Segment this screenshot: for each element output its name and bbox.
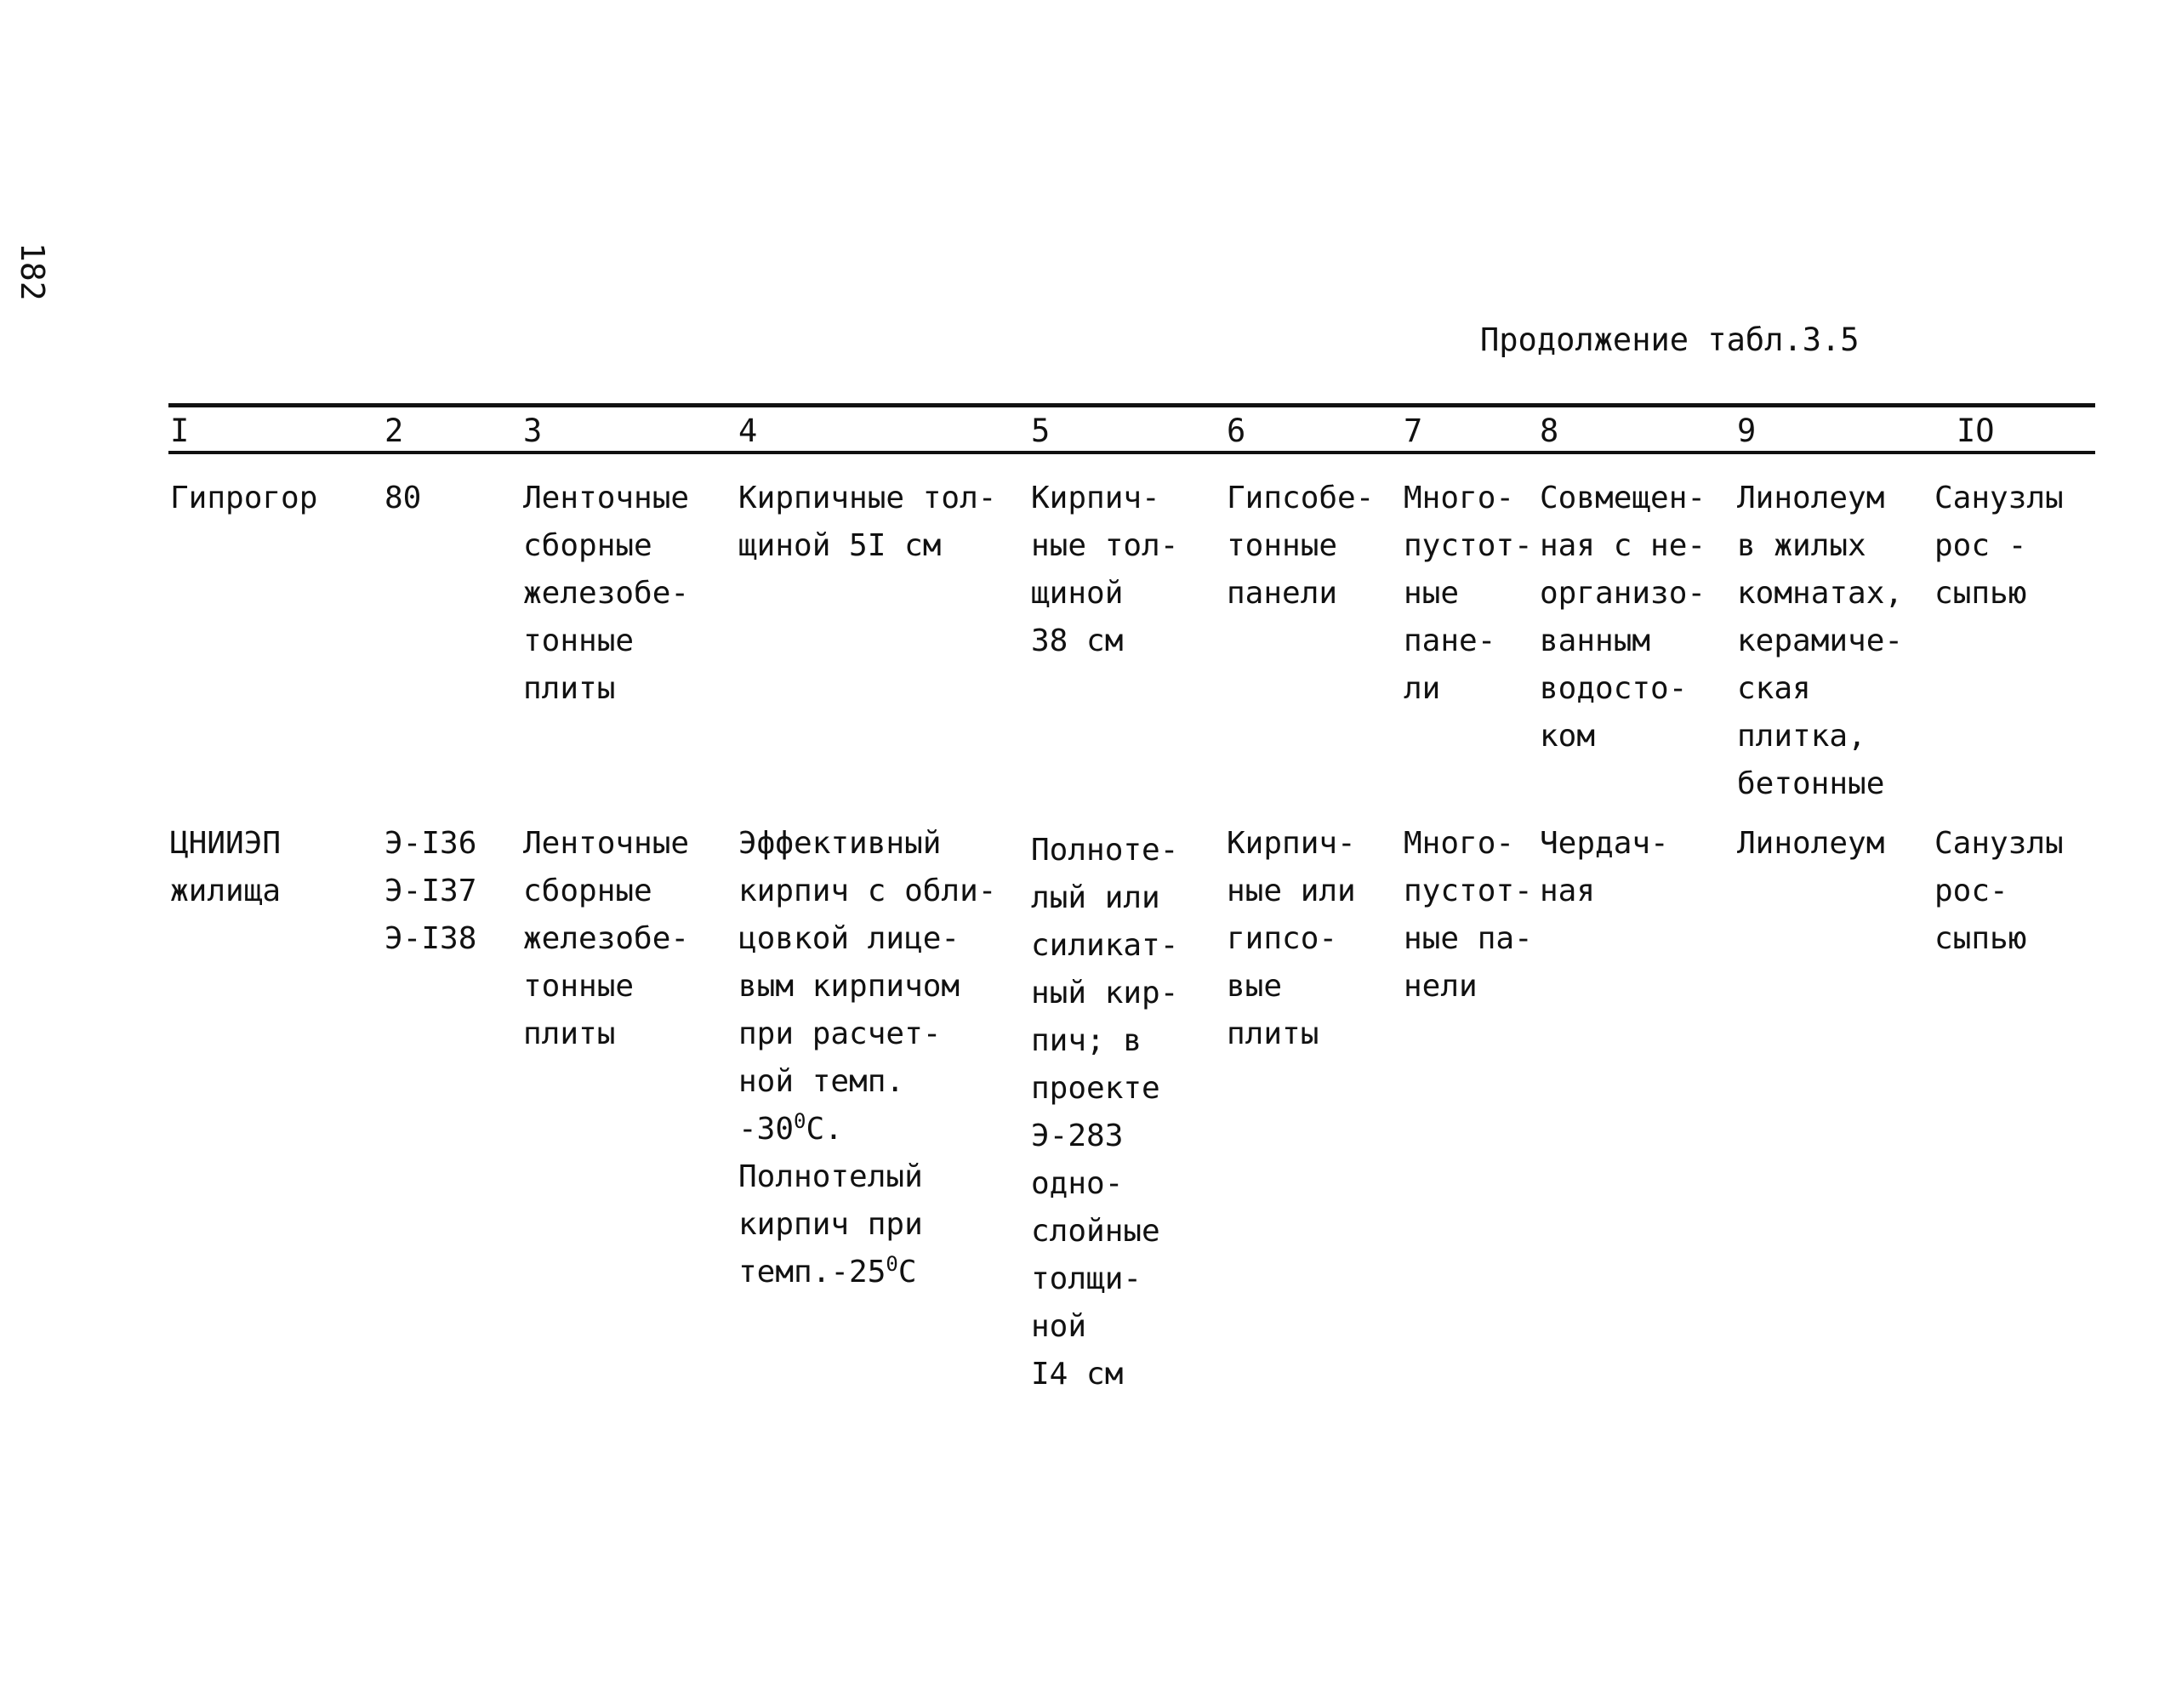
cell-roof: Чердач- ная <box>1540 826 1669 908</box>
table-caption: Продолжение табл.3.5 <box>1480 322 1860 358</box>
column-number-1: I <box>170 413 190 449</box>
column-number-4: 4 <box>738 413 758 449</box>
column-number-2: 2 <box>385 413 404 449</box>
column-number-6: 6 <box>1227 413 1246 449</box>
page-number: 182 <box>14 242 51 301</box>
cell-organization: Гипрогор <box>170 481 318 515</box>
temperature-1 <box>738 1109 843 1147</box>
cell-organization: ЦНИИЭП жилища <box>170 826 282 908</box>
column-number-5: 5 <box>1031 413 1051 449</box>
temperature-1-unit: С. <box>806 1112 843 1147</box>
cell-floors: Много- пустот- ные па- нели <box>1404 826 1533 1004</box>
temperature-2 <box>738 1252 917 1290</box>
outer-walls-text-b: Полнотелый кирпич при <box>738 1159 923 1242</box>
cell-flooring: Линолеум <box>1737 826 1885 861</box>
cell-flooring: Линолеум в жилых комнатах, керамиче- ская плитка, бетонные <box>1737 481 1904 801</box>
cell-inner-walls: Полноте- лый или силикат- ный кир- пич; в проекте Э-283 одно- слойные толщи- ной I4 см <box>1031 833 1179 1392</box>
cell-series: 80 <box>385 481 422 515</box>
degree-mark: 0 <box>886 1252 898 1276</box>
column-number-3: 3 <box>523 413 543 449</box>
cell-floors: Много- пустот- ные пане- ли <box>1404 481 1533 706</box>
cell-partitions: Кирпич- ные или гипсо- вые плиты <box>1227 826 1356 1051</box>
temperature-2-value: темп.-25 <box>738 1255 886 1290</box>
table-header-rule <box>168 451 2095 454</box>
temperature-1-value: -30 <box>738 1112 795 1147</box>
cell-outer-walls: Кирпичные тол- щиной 5I см <box>738 481 997 563</box>
degree-mark: 0 <box>794 1109 806 1133</box>
column-number-10: IO <box>1957 413 1995 449</box>
table-top-rule <box>168 403 2095 407</box>
cell-sanitary: Санузлы рос - сыпью <box>1934 481 2064 611</box>
cell-inner-walls: Кирпич- ные тол- щиной 38 см <box>1031 481 1179 658</box>
cell-foundations: Ленточные сборные железобе- тонные плиты <box>523 481 690 706</box>
cell-series: Э-I36 Э-I37 Э-I38 <box>385 826 477 956</box>
column-number-8: 8 <box>1540 413 1559 449</box>
outer-walls-text-a: Эффективный кирпич с обли- цовкой лице- вым кирпичом при расчет- ной темп. <box>738 826 997 1099</box>
cell-foundations: Ленточные сборные железобе- тонные плиты <box>523 826 690 1051</box>
cell-sanitary: Санузлы рос- сыпью <box>1934 826 2064 956</box>
cell-outer-walls <box>738 820 996 1296</box>
cell-roof: Совмещен- ная с не- организо- ванным водосто- ком <box>1540 481 1706 754</box>
cell-partitions: Гипсобе- тонные панели <box>1227 481 1375 611</box>
column-number-7: 7 <box>1404 413 1423 449</box>
column-number-9: 9 <box>1737 413 1757 449</box>
temperature-2-unit: С <box>897 1255 917 1290</box>
